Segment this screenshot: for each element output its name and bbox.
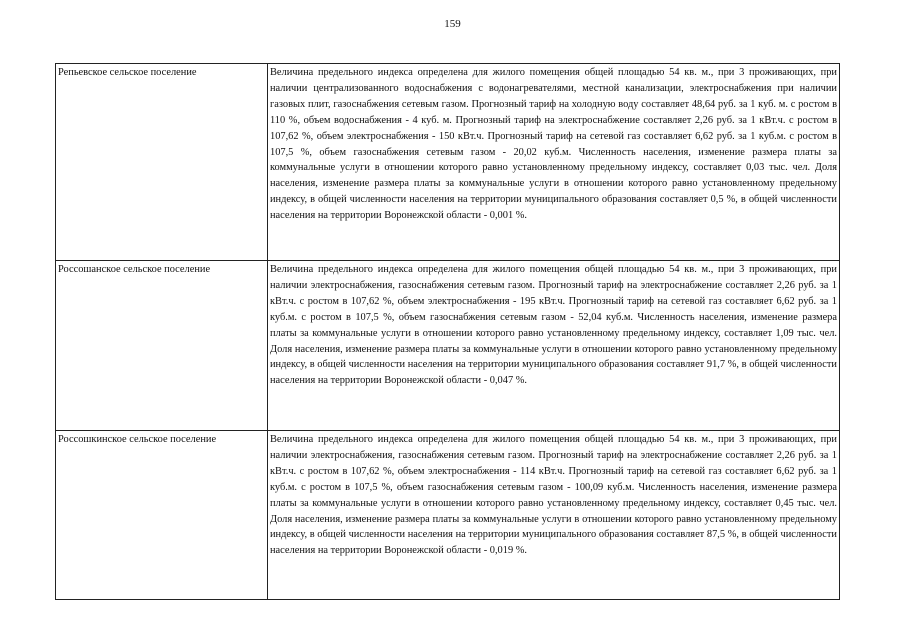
tariff-description-cell: Величина предельного индекса определена для жилого помещения общей площадью 54 кв. м., при 3 проживающих, при наличии централизованного водоснабжения с водонагревателями, местной канализации, электроснабжения при наличии газовых плит, газоснабжения сетевым газом. Прогнозный тариф на холодную воду составляет 48,64 руб. за 1 куб. м. с ростом в 110 %, объем водоснабжения - 4 куб. м. Прогнозный тариф на электроснабжение составляет 2,26 руб. за 1 кВт.ч. с ростом в 107,62 %, объем электроснабжения - 150 кВт.ч. Прогнозный тариф на сетевой газ составляет 6,62 руб. за 1 куб.м. с ростом в 107,5 %, объем газоснабжения сетевым газом - 20,02 куб.м. Численность населения, изменение размера платы за коммунальные услуги в отношении которого равно установленному предельному индексу, составляет 0,03 тыс. чел. Доля населения, изменение размера платы за коммунальные услуги в отношении которого равно установленному предельному индексу, в общей численности населения на территории муниципального образования составляет 0,5 %, в общей численности населения на территории Воронежской области - 0,001 %. bbox=[268, 64, 840, 261]
table-row bbox=[56, 261, 840, 431]
settlements-table bbox=[55, 63, 840, 600]
table-row bbox=[56, 64, 840, 261]
tariff-description-cell: Величина предельного индекса определена для жилого помещения общей площадью 54 кв. м., при 3 проживающих, при наличии электроснабжения, газоснабжения сетевым газом. Прогнозный тариф на электроснабжение составляет 2,26 руб. за 1 кВт.ч. с ростом в 107,62 %, объем электроснабжения - 195 кВт.ч. Прогнозный тариф на сетевой газ составляет 6,62 руб. за 1 куб.м. с ростом в 107,5 %, объем газоснабжения сетевым газом - 52,04 куб.м. Численность населения, изменение размера платы за коммунальные услуги в отношении которого равно установленному предельному индексу, составляет 1,09 тыс. чел. Доля населения, изменение размера платы за коммунальные услуги в отношении которого равно установленному предельному индексу, в общей численности населения на территории муниципального образования составляет 91,7 %, в общей численности населения на территории Воронежской области - 0,047 %. bbox=[268, 261, 840, 431]
tariff-description-cell: Величина предельного индекса определена для жилого помещения общей площадью 54 кв. м., при 3 проживающих, при наличии электроснабжения, газоснабжения сетевым газом. Прогнозный тариф на электроснабжение составляет 2,26 руб. за 1 кВт.ч. с ростом в 107,62 %, объем электроснабжения - 114 кВт.ч. Прогнозный тариф на сетевой газ составляет 6,62 руб. за 1 куб.м. с ростом в 107,5 %, объем газоснабжения сетевым газом - 100,09 куб.м. Численность населения, изменение размера платы за коммунальные услуги в отношении которого равно установленному предельному индексу, составляет 0,45 тыс. чел. Доля населения, изменение размера платы за коммунальные услуги в отношении которого равно установленному предельному индексу, в общей численности населения на территории муниципального образования составляет 87,5 %, в общей численности населения на территории Воронежской области - 0,019 %. bbox=[268, 431, 840, 600]
page-number: 159 bbox=[444, 18, 461, 30]
table-row bbox=[56, 431, 840, 600]
settlement-name-cell: Репьевское сельское поселение bbox=[56, 64, 268, 261]
settlement-name-cell: Россошкинское сельское поселение bbox=[56, 431, 268, 600]
settlement-name-cell: Россошанское сельское поселение bbox=[56, 261, 268, 431]
